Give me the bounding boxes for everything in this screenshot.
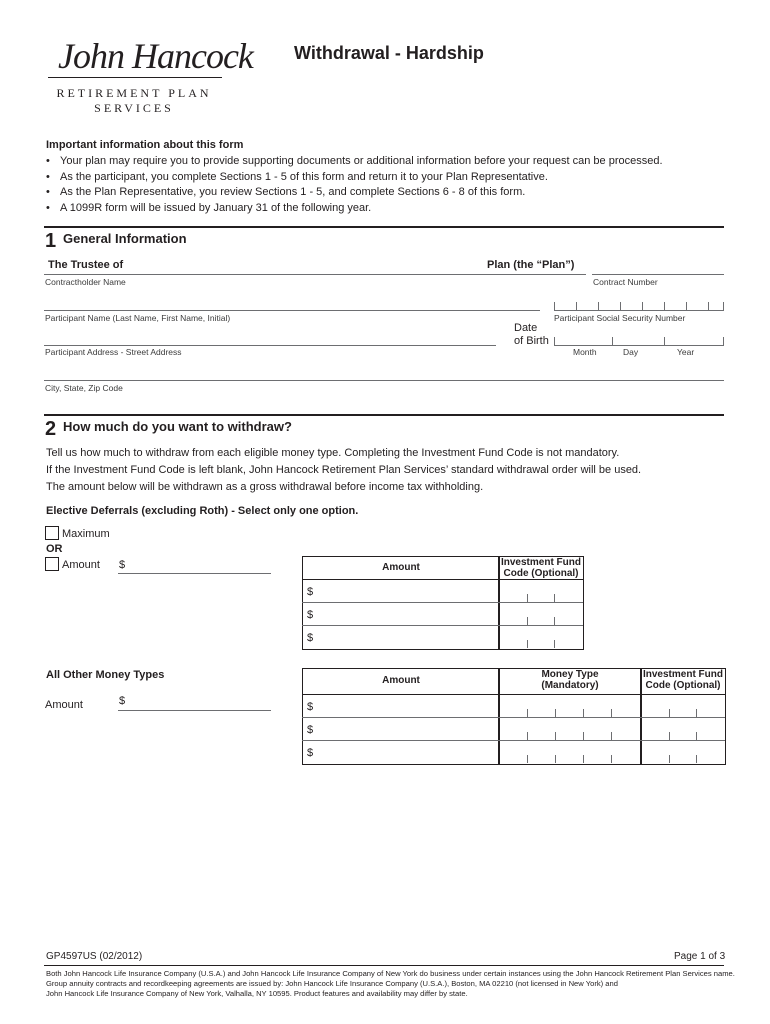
dob-field[interactable] xyxy=(554,345,724,346)
moneytype-header-line2: (Mandatory) xyxy=(541,680,599,691)
fund-code-divider xyxy=(696,732,697,740)
fund-code-divider xyxy=(527,640,528,648)
fund-code-divider xyxy=(554,617,555,625)
trustee-field[interactable] xyxy=(44,274,586,275)
fund-header-line1: Investment Fund xyxy=(500,557,581,568)
list-item: • Your plan may require you to provide supporting documents or additional information before your request can be processed. xyxy=(46,154,663,170)
instructions-line-1: Tell us how much to withdraw from each eligible money type. Completing the Investment Fund Code is not mandatory. xyxy=(46,447,620,459)
page-number: Page 1 of 3 xyxy=(674,951,726,962)
money-type-divider xyxy=(555,709,556,717)
section-1-rule xyxy=(44,226,724,228)
money-type-divider xyxy=(527,732,528,740)
section-2-number: 2 xyxy=(45,418,57,440)
address-field[interactable] xyxy=(44,345,496,346)
money-type-divider xyxy=(583,709,584,717)
dob-divider xyxy=(664,337,665,345)
section-2-rule xyxy=(44,414,724,416)
ssn-divider xyxy=(554,302,555,310)
list-item: • As the participant, you complete Sections 1 - 5 of this form and return it to your Plan Representative. xyxy=(46,170,663,186)
table2-fund-header xyxy=(640,668,726,695)
table2-row3-dollar[interactable]: $ xyxy=(307,747,314,759)
table-row xyxy=(302,602,583,603)
city-label: City, State, Zip Code xyxy=(45,383,123,393)
list-item: • A 1099R form will be issued by January 31 of the following year. xyxy=(46,201,663,217)
ssn-divider xyxy=(642,302,643,310)
table1-row3-dollar[interactable]: $ xyxy=(307,632,314,644)
or-label: OR xyxy=(46,543,63,555)
dob-label-date: Date xyxy=(514,322,538,334)
footer-line: Both John Hancock Life Insurance Company (U.S.A.) and John Hancock Life Insurance Company of New York do business under certain instances using the John Hancock Retirement Plan Services name. xyxy=(46,969,735,978)
fund-code-divider xyxy=(527,594,528,602)
table2-moneytype-column xyxy=(498,694,642,765)
elective-amount-field[interactable] xyxy=(118,573,271,574)
money-type-divider xyxy=(527,709,528,717)
amount-header-label: Amount xyxy=(382,562,420,573)
other-money-heading: All Other Money Types xyxy=(46,669,165,681)
table1-fund-header xyxy=(498,556,584,580)
amount-checkbox[interactable] xyxy=(45,557,59,571)
amount-label: Amount xyxy=(62,559,100,571)
contract-number-field[interactable] xyxy=(592,274,724,275)
table2-row2-dollar[interactable]: $ xyxy=(307,724,314,736)
participant-name-label: Participant Name (Last Name, First Name, Initial) xyxy=(45,313,231,323)
form-code: GP4597US (02/2012) xyxy=(46,951,143,962)
table2-amount-column xyxy=(302,694,500,765)
table1-amount-header xyxy=(302,556,500,580)
footer-line: Group annuity contracts and recordkeeping agreements are issued by: John Hancock Life Insurance Company (U.S.A.), Boston, MA 02210 (not licensed in New York) and xyxy=(46,979,618,988)
footer-line: John Hancock Life Insurance Company of New York, Valhalla, NY 10595. Product features and availability may differ by state. xyxy=(46,989,468,998)
fund-code-divider xyxy=(527,617,528,625)
trustee-label: The Trustee of xyxy=(48,259,124,271)
form-title: Withdrawal - Hardship xyxy=(294,43,484,63)
other-amount-field[interactable] xyxy=(118,710,271,711)
month-label: Month xyxy=(573,347,597,357)
fund-code-divider xyxy=(669,755,670,763)
table2-fund-column xyxy=(640,694,726,765)
money-type-divider xyxy=(583,732,584,740)
ssn-divider xyxy=(708,302,709,310)
fund-code-divider xyxy=(696,709,697,717)
section-1-title: General Information xyxy=(63,231,187,246)
dob-divider xyxy=(723,337,724,345)
money-type-divider xyxy=(611,732,612,740)
table1-fund-column xyxy=(498,579,584,650)
table1-row1-dollar[interactable]: $ xyxy=(307,586,314,598)
amount-header-label: Amount xyxy=(382,675,420,686)
logo-line-2: SERVICES xyxy=(94,101,174,115)
dob-divider xyxy=(612,337,613,345)
money-type-divider xyxy=(527,755,528,763)
money-type-divider xyxy=(611,755,612,763)
money-type-divider xyxy=(555,755,556,763)
maximum-label: Maximum xyxy=(62,528,110,540)
ssn-divider xyxy=(598,302,599,310)
logo-divider xyxy=(48,77,222,78)
participant-name-field[interactable] xyxy=(44,310,540,311)
maximum-checkbox[interactable] xyxy=(45,526,59,540)
ssn-divider xyxy=(723,302,724,310)
logo-line-1: RETIREMENT PLAN xyxy=(56,86,212,100)
ssn-label: Participant Social Security Number xyxy=(554,313,686,323)
moneytype-header-line1: Money Type xyxy=(541,669,599,680)
contractholder-label: Contractholder Name xyxy=(45,277,126,287)
section-2-title: How much do you want to withdraw? xyxy=(63,419,292,434)
ssn-divider xyxy=(664,302,665,310)
fund-header-line2: Code (Optional) xyxy=(645,680,721,691)
contract-number-label: Contract Number xyxy=(593,277,658,287)
important-list xyxy=(46,154,663,216)
footer-disclaimer xyxy=(46,969,735,999)
list-item: • As the Plan Representative, you review Sections 1 - 5, and complete Sections 6 - 8 of this form. xyxy=(46,185,663,201)
address-label: Participant Address - Street Address xyxy=(45,347,182,357)
ssn-field[interactable] xyxy=(554,310,724,311)
table1-amount-column xyxy=(302,579,500,650)
table-row xyxy=(302,625,583,626)
fund-code-divider xyxy=(554,640,555,648)
table2-moneytype-header xyxy=(498,668,642,695)
fund-header-line1: Investment Fund xyxy=(642,669,723,680)
elective-heading: Elective Deferrals (excluding Roth) - Select only one option. xyxy=(46,505,359,517)
money-type-divider xyxy=(611,709,612,717)
fund-code-divider xyxy=(669,732,670,740)
footer-rule xyxy=(44,965,724,966)
day-label: Day xyxy=(623,347,639,357)
logo-script: John Hancock xyxy=(58,36,253,76)
section-1-number: 1 xyxy=(45,230,57,252)
amount-dollar: $ xyxy=(119,559,126,571)
important-heading: Important information about this form xyxy=(46,139,244,151)
instructions-line-2: If the Investment Fund Code is left blank, John Hancock Retirement Plan Services’ standard withdrawal order will be used. xyxy=(46,464,642,476)
table1-row2-dollar[interactable]: $ xyxy=(307,609,314,621)
table-row xyxy=(302,740,725,741)
instructions-line-3: The amount below will be withdrawn as a gross withdrawal before income tax withholding. xyxy=(46,481,484,493)
ssn-divider xyxy=(620,302,621,310)
table2-row1-dollar[interactable]: $ xyxy=(307,701,314,713)
other-amount-label: Amount xyxy=(45,699,83,711)
ssn-divider xyxy=(686,302,687,310)
fund-code-divider xyxy=(669,709,670,717)
year-label: Year xyxy=(677,347,695,357)
city-field[interactable] xyxy=(44,380,724,381)
money-type-divider xyxy=(555,732,556,740)
fund-code-divider xyxy=(696,755,697,763)
money-type-divider xyxy=(583,755,584,763)
plan-label: Plan (the “Plan”) xyxy=(487,259,575,271)
table-row xyxy=(302,717,725,718)
dob-divider xyxy=(554,337,555,345)
other-amount-dollar: $ xyxy=(119,695,126,707)
fund-code-divider xyxy=(554,594,555,602)
table2-amount-header xyxy=(302,668,500,695)
ssn-divider xyxy=(576,302,577,310)
dob-label-birth: of Birth xyxy=(514,335,549,347)
fund-header-line2: Code (Optional) xyxy=(503,568,579,579)
